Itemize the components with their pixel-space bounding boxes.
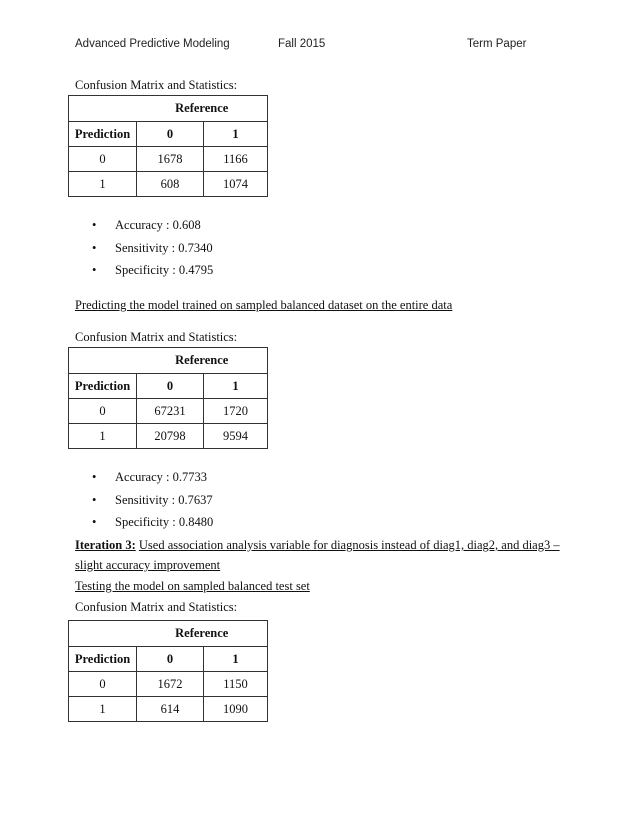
section3-confusion-matrix <box>68 620 268 722</box>
matrix-cell: 67231 <box>137 399 204 424</box>
bullet-icon: • <box>92 492 97 507</box>
matrix-prediction-header: Prediction <box>69 647 137 672</box>
matrix-row-label-1: 1 <box>69 424 137 449</box>
iteration3-text: Used association analysis variable for diagnosis instead of diag1, diag2, and diag3 – <box>138 538 560 552</box>
matrix-row-label-0: 0 <box>69 672 137 697</box>
section2-stats-list <box>75 466 213 534</box>
matrix-col-header-1: 1 <box>204 374 268 399</box>
section1-caption: Confusion Matrix and Statistics: <box>75 78 238 92</box>
list-item: • Sensitivity : 0.7637 <box>75 489 213 512</box>
matrix-col-header-1: 1 <box>204 122 268 147</box>
matrix-col-header-1: 1 <box>204 647 268 672</box>
matrix-cell: 1090 <box>204 697 268 722</box>
list-item: • Accuracy : 0.7733 <box>75 466 213 489</box>
matrix-col-header-0: 0 <box>137 374 204 399</box>
header-term: Fall 2015 <box>278 38 326 50</box>
matrix-cell: 9594 <box>204 424 268 449</box>
matrix-reference-header: Reference <box>137 621 268 647</box>
matrix-cell: 614 <box>137 697 204 722</box>
matrix-col-header-0: 0 <box>137 122 204 147</box>
section2-caption: Confusion Matrix and Statistics: <box>75 330 238 344</box>
bullet-icon: • <box>92 263 97 277</box>
matrix-corner-cell <box>69 96 137 122</box>
matrix-row-label-1: 1 <box>69 697 137 722</box>
bullet-icon: • <box>92 470 97 484</box>
section1-stats-list <box>75 214 213 282</box>
matrix-cell: 1074 <box>204 172 268 197</box>
matrix-row-label-0: 0 <box>69 147 137 172</box>
matrix-prediction-header: Prediction <box>69 374 137 399</box>
header-doc-type: Term Paper <box>467 38 527 50</box>
matrix-corner-cell <box>69 621 137 647</box>
list-item: • Specificity : 0.4795 <box>75 259 213 282</box>
matrix-prediction-header: Prediction <box>69 122 137 147</box>
bullet-icon: • <box>92 515 97 529</box>
matrix-corner-cell <box>69 348 137 374</box>
bullet-icon: • <box>92 218 97 232</box>
list-item: • Sensitivity : 0.7340 <box>75 237 213 260</box>
matrix-cell: 1166 <box>204 147 268 172</box>
matrix-row-label-1: 1 <box>69 172 137 197</box>
matrix-cell: 20798 <box>137 424 204 449</box>
matrix-cell: 608 <box>137 172 204 197</box>
section3-caption: Confusion Matrix and Statistics: <box>75 600 238 614</box>
matrix-cell: 1672 <box>137 672 204 697</box>
list-item: • Specificity : 0.8480 <box>75 511 213 534</box>
iteration3-line2: slight accuracy improvement <box>75 558 221 572</box>
matrix-cell: 1150 <box>204 672 268 697</box>
matrix-cell: 1720 <box>204 399 268 424</box>
list-item: • Accuracy : 0.608 <box>75 214 213 237</box>
matrix-reference-header: Reference <box>137 96 268 122</box>
matrix-cell: 1678 <box>137 147 204 172</box>
section1-confusion-matrix <box>68 95 268 197</box>
matrix-col-header-0: 0 <box>137 647 204 672</box>
section2-heading: Predicting the model trained on sampled balanced dataset on the entire data <box>75 298 453 312</box>
iteration3-line1 <box>75 538 560 553</box>
bullet-icon: • <box>92 240 97 255</box>
section3-subheading: Testing the model on sampled balanced test set <box>75 579 310 593</box>
header-course: Advanced Predictive Modeling <box>75 38 230 50</box>
iteration3-label: Iteration 3: <box>75 538 136 552</box>
matrix-row-label-0: 0 <box>69 399 137 424</box>
section2-confusion-matrix <box>68 347 268 449</box>
matrix-reference-header: Reference <box>137 348 268 374</box>
